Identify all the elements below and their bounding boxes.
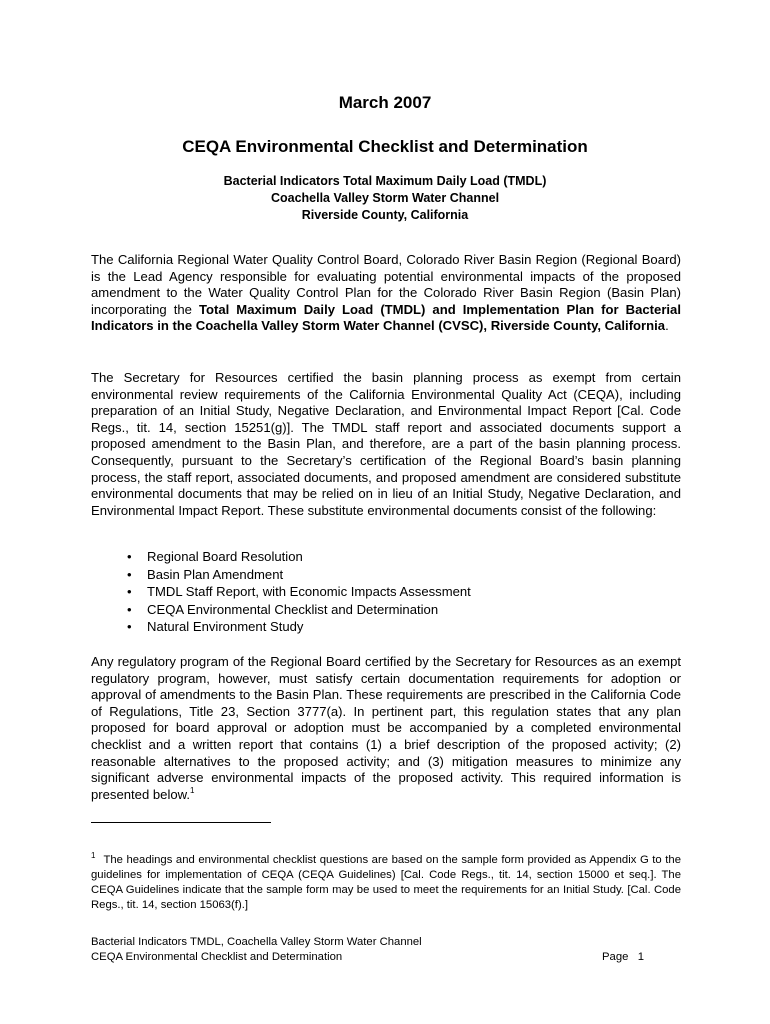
document-date: March 2007 — [338, 93, 432, 112]
regulatory-paragraph — [91, 654, 681, 803]
intro-paragraph — [91, 252, 681, 335]
subtitle-county: Riverside County, California — [301, 208, 469, 222]
list-item: • Basin Plan Amendment — [127, 566, 471, 584]
list-item: • Regional Board Resolution — [127, 548, 471, 566]
page-footer — [91, 935, 651, 965]
intro-end: . — [665, 318, 669, 334]
regulatory-text: Any regulatory program of the Regional Board certified by the Secretary for Resources as an exempt regulatory program, however, must satisfy certain documentation requirements for adoption or approval of amendments to the Basin Plan. These requirements are prescribed in the California Code of Regulations, Title 23, Section 3777(a). In pertinent part, this regulation states that any plan proposed for board approval or adoption must be accompanied by a completed environmental checklist and a written report that contains (1) a brief description of the proposed activity; (2) reasonable alternatives to the proposed activity; and (3) mitigation measures to minimize any significant adverse environmental impacts of the proposed activity. This required information is presented below. — [91, 654, 681, 802]
document-title: CEQA Environmental Checklist and Determination — [182, 137, 588, 156]
secretary-paragraph: The Secretary for Resources certified the basin planning process as exempt from certain environmental review requirements of the California Environmental Quality Act (CEQA), including preparation of an Initial Study, Negative Declaration, and Environmental Impact Report [Cal. Code Regs., tit. 14, section 15251(g)]. The TMDL staff report and associated documents support a proposed amendment to the Basin Plan, and therefore, are a part of the basin planning process. Consequently, pursuant to the Secretary’s certification of the Regional Board’s basin planning process, the staff report, associated documents, and proposed amendment are considered substitute environmental documents that may be relied on in lieu of an Initial Study, Negative Declaration, and Environmental Impact Report. These substitute environmental documents consist of the following: — [91, 370, 681, 518]
documents-list — [127, 548, 471, 636]
list-item: • TMDL Staff Report, with Economic Impacts Assessment — [127, 583, 471, 601]
footnote — [91, 848, 681, 913]
subtitle-channel: Coachella Valley Storm Water Channel — [270, 191, 500, 205]
intro-text: The California Regional Water Quality Control Board, Colorado River Basin Region (Regional Board) is the Lead Agency responsible for evaluating potential environmental impacts of the proposed amendment to the Water Quality Control Plan for the Colorado River Basin Region (Basin Plan) incorporating the — [91, 252, 681, 317]
list-item: • Natural Environment Study — [127, 618, 471, 636]
page-number: Page 1 — [602, 951, 645, 963]
footnote-reference[interactable]: 1 — [190, 785, 195, 795]
footnote-mark: 1 — [91, 851, 96, 860]
footer-line-1: Bacterial Indicators TMDL, Coachella Valley Storm Water Channel — [91, 936, 422, 948]
intro-bold-text: Total Maximum Daily Load (TMDL) and Implementation Plan for Bacterial Indicators in the Coachella Valley Storm Water Channel (CVSC), Riverside County, California — [91, 301, 681, 334]
footnote-text: The headings and environmental checklist questions are based on the sample form provided as Appendix G to the guidelines for implementation of CEQA (CEQA Guidelines) [Cal. Code Regs., tit. 14, section 15000 et seq.]. The CEQA Guidelines indicate that the sample form may be used to meet the requirements for an Initial Study. [Cal. Code Regs., tit. 14, section 15063(f).] — [91, 854, 681, 911]
subtitle-tmdl: Bacterial Indicators Total Maximum Daily Load (TMDL) — [223, 174, 547, 188]
footer-line-2: CEQA Environmental Checklist and Determination — [91, 951, 343, 963]
list-item: • CEQA Environmental Checklist and Determination — [127, 601, 471, 619]
footnote-divider — [91, 822, 271, 823]
